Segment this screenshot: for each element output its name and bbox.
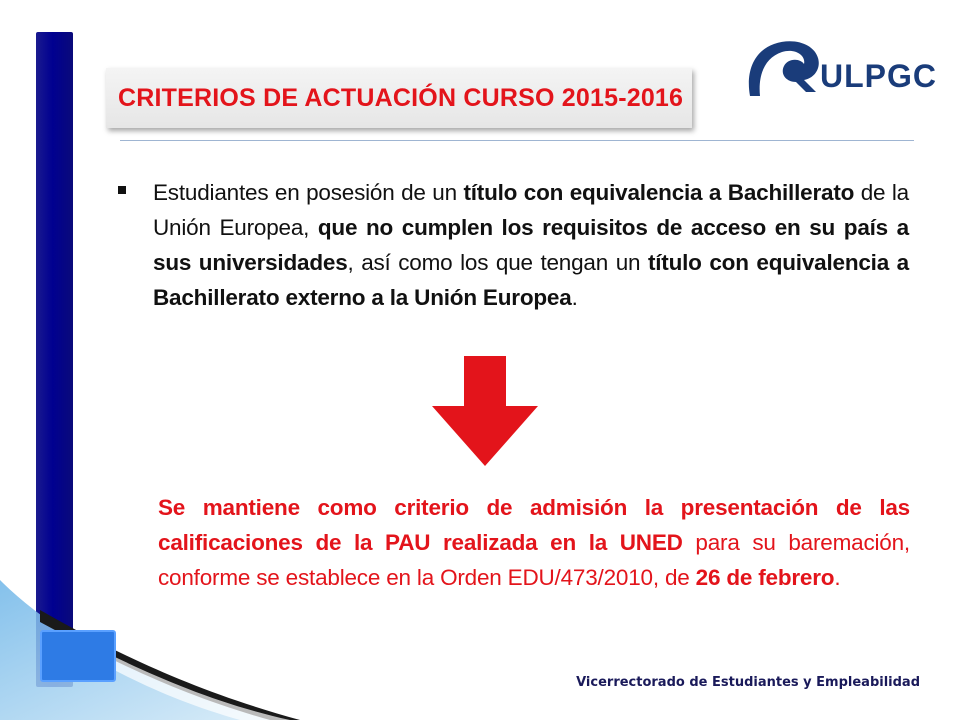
admission-criterion-text	[158, 490, 910, 595]
footer-text: Vicerrectorado de Estudiantes y Empleabilidad	[576, 675, 920, 690]
title-box	[106, 68, 692, 128]
down-arrow-icon	[432, 356, 538, 466]
text-run: título con equivalencia a Bachillerato	[463, 180, 855, 205]
text-run: de la Unión Europea,	[153, 180, 909, 240]
text-run: Se mantiene como criterio de admisión la presentación de las calificaciones de la PAU realizada en la UNED	[158, 495, 910, 555]
text-run: 26 de febrero	[695, 565, 835, 590]
criteria-paragraph	[153, 175, 909, 315]
text-run: .	[571, 285, 578, 310]
text-run: .	[834, 565, 841, 590]
logo-text: ULPGC	[820, 58, 937, 94]
text-run: , así como los que tengan un	[347, 250, 648, 275]
header-divider	[120, 140, 914, 141]
blue-square-decoration	[40, 630, 116, 682]
square-bullet-icon	[118, 186, 126, 194]
text-run: que no cumplen los requisitos de acceso en su país a sus universidades	[153, 215, 909, 275]
text-run: Estudiantes en posesión de un	[153, 180, 464, 205]
text-run: título con equivalencia a Bachillerato externo a la Unión Europea	[153, 250, 909, 310]
text-run: para su baremación, conforme se establece en la Orden EDU/473/2010, de	[158, 530, 910, 590]
page-title: CRITERIOS DE ACTUACIÓN CURSO 2015-2016	[118, 83, 684, 112]
